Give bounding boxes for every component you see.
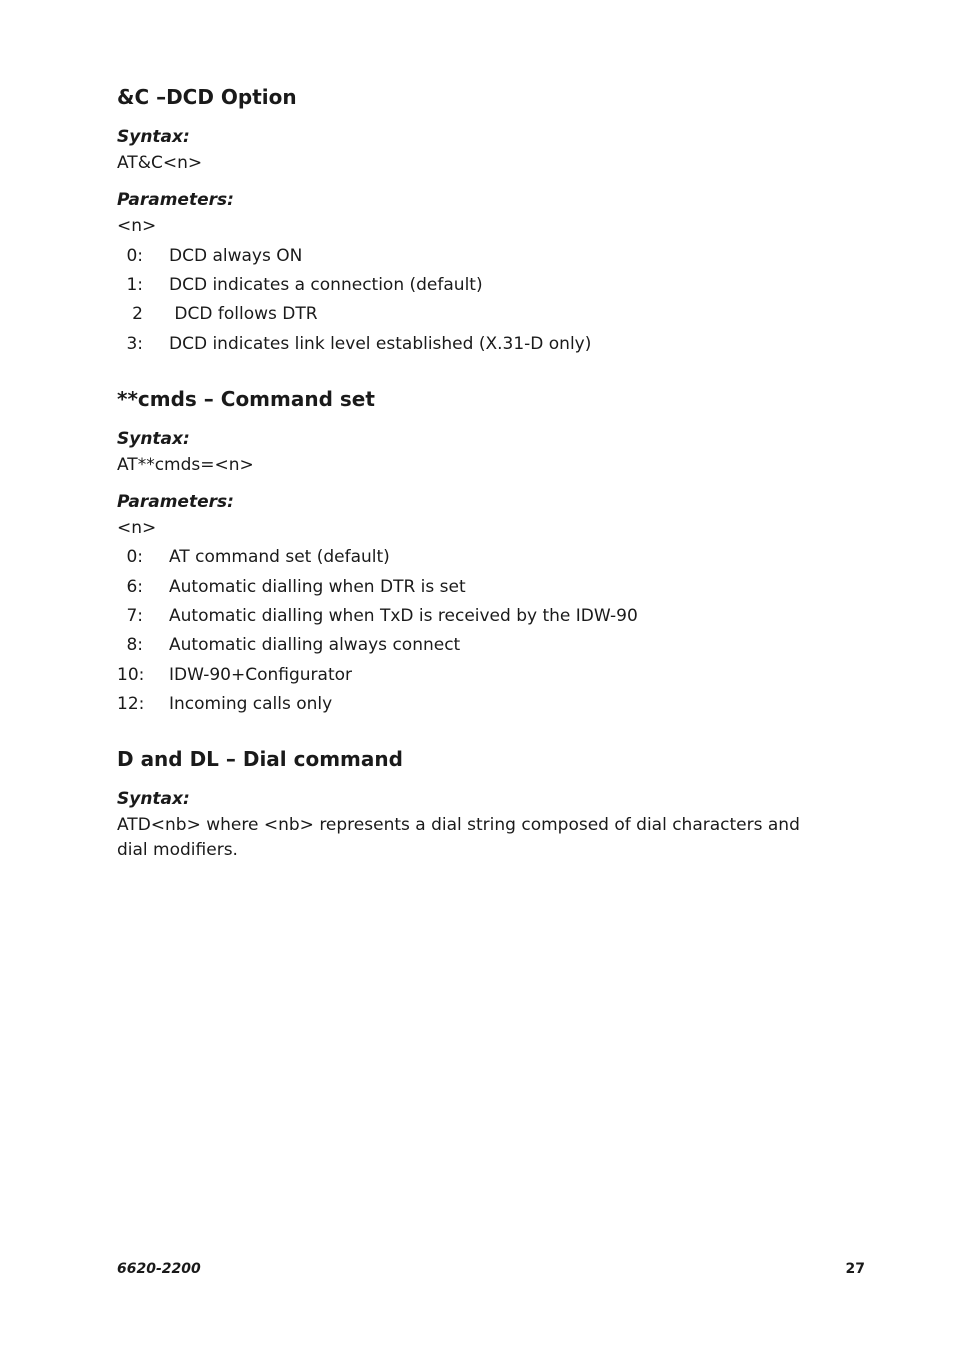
parameter-variable: <n> [117,216,157,236]
parameter-code: 8: [126,635,143,655]
parameter-row [117,302,857,326]
section-title: &C –DCD Option [117,85,297,109]
parameter-row [117,545,857,569]
parameter-description: DCD follows DTR [169,304,318,324]
parameter-description: Automatic dialling when TxD is received by the IDW-90 [169,606,638,626]
syntax-value: AT&C<n> [117,153,203,173]
parameter-description: Automatic dialling when DTR is set [169,577,466,597]
parameter-description: Incoming calls only [169,694,333,714]
syntax-label: Syntax: [117,789,190,809]
parameter-code: 6: [126,577,143,597]
parameter-code: 10: [117,665,145,685]
parameter-row [117,244,857,268]
parameter-description: IDW-90+Configurator [169,665,353,685]
parameter-row [117,604,857,628]
parameter-row [117,633,857,657]
parameter-row [117,273,857,297]
parameter-row [117,663,857,687]
parameter-code: 1: [126,275,143,295]
syntax-label: Syntax: [117,429,190,449]
section-title: **cmds – Command set [117,387,375,411]
parameter-code: 0: [126,547,143,567]
parameter-description: DCD always ON [169,246,303,266]
parameter-code: 12: [117,694,145,714]
syntax-description: ATD<nb> where <nb> represents a dial string composed of dial characters and dial modifiers. [117,815,800,860]
page-number: 27 [845,1261,865,1277]
parameters-label: Parameters: [117,492,234,512]
parameter-row [117,332,857,356]
parameter-code: 0: [126,246,143,266]
parameter-description: DCD indicates a connection (default) [169,275,483,295]
parameter-code: 3: [126,334,143,354]
parameter-row [117,692,857,716]
parameter-code: 7: [126,606,143,626]
parameters-label: Parameters: [117,190,234,210]
syntax-label: Syntax: [117,127,190,147]
parameter-row [117,575,857,599]
syntax-value: AT**cmds=<n> [117,455,254,475]
section-title: D and DL – Dial command [117,747,403,771]
document-number: 6620-2200 [117,1261,201,1277]
parameter-code: 2 [132,304,143,324]
parameter-description: Automatic dialling always connect [169,635,461,655]
parameter-variable: <n> [117,518,157,538]
parameter-description: AT command set (default) [169,547,390,567]
parameter-description: DCD indicates link level established (X.31-D only) [169,334,592,354]
